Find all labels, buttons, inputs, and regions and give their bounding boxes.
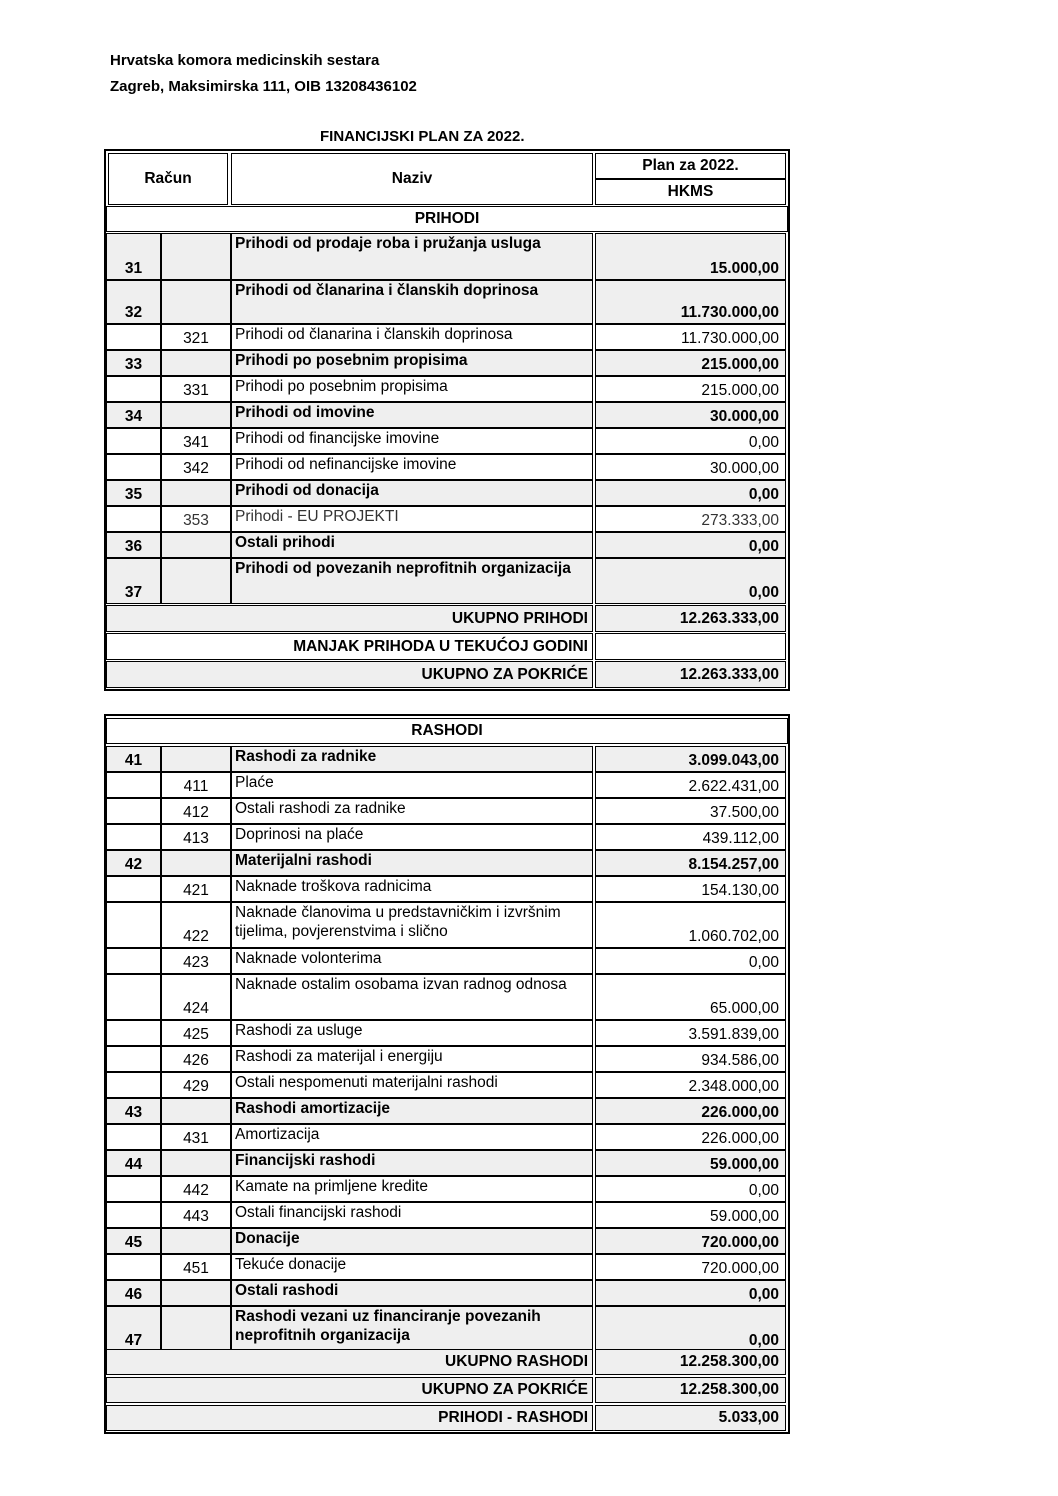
row-name: Ostali rashodi za radnike bbox=[231, 798, 593, 824]
row-value: 215.000,00 bbox=[595, 376, 786, 402]
row-value: 65.000,00 bbox=[595, 974, 786, 1020]
row-account: 37 bbox=[106, 558, 161, 604]
row-account bbox=[106, 1176, 161, 1202]
row-value: 0,00 bbox=[595, 480, 786, 506]
row-subaccount: 412 bbox=[161, 798, 231, 824]
row-subaccount: 413 bbox=[161, 824, 231, 850]
row-value: 226.000,00 bbox=[595, 1098, 786, 1124]
row-name: Rashodi za radnike bbox=[231, 746, 593, 772]
row-name: Naknade ostalim osobama izvan radnog odnosa bbox=[231, 974, 593, 1020]
row-name: Tekuće donacije bbox=[231, 1254, 593, 1280]
row-name: Prihodi - EU PROJEKTI bbox=[231, 506, 593, 532]
row-value: 3.591.839,00 bbox=[595, 1020, 786, 1046]
balance-label: PRIHODI - RASHODI bbox=[106, 1405, 593, 1431]
row-value: 0,00 bbox=[595, 1176, 786, 1202]
row-value: 0,00 bbox=[595, 532, 786, 558]
organization-address: Zagreb, Maksimirska 111, OIB 13208436102 bbox=[110, 78, 417, 95]
row-account: 33 bbox=[106, 350, 161, 376]
row-name: Prihodi od prodaje roba i pružanja usluga bbox=[231, 233, 593, 280]
row-account bbox=[106, 902, 161, 948]
row-account: 47 bbox=[106, 1306, 161, 1352]
row-subaccount bbox=[161, 558, 231, 604]
row-name: Prihodi od imovine bbox=[231, 402, 593, 428]
row-subaccount bbox=[161, 350, 231, 376]
row-name: Prihodi od donacija bbox=[231, 480, 593, 506]
income-section-title: PRIHODI bbox=[106, 206, 788, 232]
row-subaccount bbox=[161, 1228, 231, 1254]
deficit-value bbox=[595, 633, 786, 660]
row-account bbox=[106, 1046, 161, 1072]
account-header: Račun bbox=[108, 153, 228, 205]
row-account: 41 bbox=[106, 746, 161, 772]
row-subaccount: 353 bbox=[161, 506, 231, 532]
row-subaccount: 442 bbox=[161, 1176, 231, 1202]
expenses-section-title: RASHODI bbox=[106, 718, 788, 744]
row-subaccount: 431 bbox=[161, 1124, 231, 1150]
row-subaccount: 423 bbox=[161, 948, 231, 974]
row-name: Rashodi za materijal i energiju bbox=[231, 1046, 593, 1072]
total-expenses-label: UKUPNO RASHODI bbox=[106, 1349, 593, 1375]
row-value: 11.730.000,00 bbox=[595, 280, 786, 324]
expenses-cover-label: UKUPNO ZA POKRIĆE bbox=[106, 1377, 593, 1403]
row-subaccount: 342 bbox=[161, 454, 231, 480]
row-name: Naknade troškova radnicima bbox=[231, 876, 593, 902]
row-subaccount: 411 bbox=[161, 772, 231, 798]
row-value: 0,00 bbox=[595, 1280, 786, 1306]
row-subaccount bbox=[161, 850, 231, 876]
total-income-label: UKUPNO PRIHODI bbox=[106, 605, 593, 632]
row-value: 11.730.000,00 bbox=[595, 324, 786, 350]
row-account bbox=[106, 428, 161, 454]
row-name: Prihodi od članarina i članskih doprinosa bbox=[231, 324, 593, 350]
row-name: Rashodi amortizacije bbox=[231, 1098, 593, 1124]
row-value: 0,00 bbox=[595, 558, 786, 604]
income-table bbox=[104, 149, 790, 691]
plan-title: FINANCIJSKI PLAN ZA 2022. bbox=[320, 128, 525, 145]
row-value: 2.348.000,00 bbox=[595, 1072, 786, 1098]
deficit-label: MANJAK PRIHODA U TEKUĆOJ GODINI bbox=[106, 633, 593, 660]
row-value: 3.099.043,00 bbox=[595, 746, 786, 772]
row-account: 32 bbox=[106, 280, 161, 324]
row-account: 34 bbox=[106, 402, 161, 428]
row-value: 1.060.702,00 bbox=[595, 902, 786, 948]
row-subaccount: 341 bbox=[161, 428, 231, 454]
row-account bbox=[106, 454, 161, 480]
row-subaccount bbox=[161, 1306, 231, 1352]
row-subaccount bbox=[161, 1098, 231, 1124]
row-account bbox=[106, 1254, 161, 1280]
row-value: 30.000,00 bbox=[595, 402, 786, 428]
row-account bbox=[106, 1202, 161, 1228]
income-cover-label: UKUPNO ZA POKRIĆE bbox=[106, 661, 593, 688]
row-account: 31 bbox=[106, 233, 161, 280]
row-account bbox=[106, 876, 161, 902]
row-account bbox=[106, 1072, 161, 1098]
row-name: Financijski rashodi bbox=[231, 1150, 593, 1176]
row-subaccount: 451 bbox=[161, 1254, 231, 1280]
row-subaccount: 443 bbox=[161, 1202, 231, 1228]
row-subaccount bbox=[161, 1280, 231, 1306]
row-account: 43 bbox=[106, 1098, 161, 1124]
row-subaccount bbox=[161, 402, 231, 428]
expenses-table bbox=[104, 714, 790, 1434]
row-account bbox=[106, 376, 161, 402]
row-value: 15.000,00 bbox=[595, 233, 786, 280]
row-subaccount: 321 bbox=[161, 324, 231, 350]
row-value: 0,00 bbox=[595, 948, 786, 974]
row-subaccount bbox=[161, 532, 231, 558]
plan-year-header: Plan za 2022. bbox=[595, 153, 786, 179]
row-value: 720.000,00 bbox=[595, 1228, 786, 1254]
row-name: Prihodi od povezanih neprofitnih organizacija bbox=[231, 558, 593, 604]
total-income-value: 12.263.333,00 bbox=[595, 605, 786, 632]
row-name: Doprinosi na plaće bbox=[231, 824, 593, 850]
row-value: 37.500,00 bbox=[595, 798, 786, 824]
row-value: 0,00 bbox=[595, 1306, 786, 1352]
row-name: Ostali prihodi bbox=[231, 532, 593, 558]
row-name: Donacije bbox=[231, 1228, 593, 1254]
unit-header: HKMS bbox=[595, 179, 786, 205]
row-name: Rashodi za usluge bbox=[231, 1020, 593, 1046]
name-header: Naziv bbox=[231, 153, 593, 205]
row-name: Materijalni rashodi bbox=[231, 850, 593, 876]
row-account: 46 bbox=[106, 1280, 161, 1306]
row-subaccount bbox=[161, 480, 231, 506]
row-value: 2.622.431,00 bbox=[595, 772, 786, 798]
organization-name: Hrvatska komora medicinskih sestara bbox=[110, 52, 380, 69]
expenses-cover-value: 12.258.300,00 bbox=[595, 1377, 786, 1403]
row-subaccount bbox=[161, 1150, 231, 1176]
row-account bbox=[106, 798, 161, 824]
row-account bbox=[106, 824, 161, 850]
row-name: Prihodi od financijske imovine bbox=[231, 428, 593, 454]
row-value: 30.000,00 bbox=[595, 454, 786, 480]
row-subaccount: 331 bbox=[161, 376, 231, 402]
row-name: Naknade članovima u predstavničkim i izvršnim tijelima, povjerenstvima i slično bbox=[231, 902, 593, 948]
income-cover-value: 12.263.333,00 bbox=[595, 661, 786, 688]
row-value: 0,00 bbox=[595, 428, 786, 454]
row-value: 8.154.257,00 bbox=[595, 850, 786, 876]
row-account bbox=[106, 324, 161, 350]
row-account: 45 bbox=[106, 1228, 161, 1254]
row-subaccount: 424 bbox=[161, 974, 231, 1020]
row-subaccount: 422 bbox=[161, 902, 231, 948]
row-account bbox=[106, 772, 161, 798]
row-name: Plaće bbox=[231, 772, 593, 798]
row-account bbox=[106, 948, 161, 974]
row-account: 35 bbox=[106, 480, 161, 506]
row-value: 154.130,00 bbox=[595, 876, 786, 902]
row-name: Amortizacija bbox=[231, 1124, 593, 1150]
row-subaccount: 425 bbox=[161, 1020, 231, 1046]
row-account: 42 bbox=[106, 850, 161, 876]
row-subaccount: 426 bbox=[161, 1046, 231, 1072]
row-account bbox=[106, 1020, 161, 1046]
row-account: 44 bbox=[106, 1150, 161, 1176]
row-name: Ostali financijski rashodi bbox=[231, 1202, 593, 1228]
row-value: 226.000,00 bbox=[595, 1124, 786, 1150]
row-value: 273.333,00 bbox=[595, 506, 786, 532]
row-name: Kamate na primljene kredite bbox=[231, 1176, 593, 1202]
row-name: Naknade volonterima bbox=[231, 948, 593, 974]
row-subaccount: 421 bbox=[161, 876, 231, 902]
row-account bbox=[106, 1124, 161, 1150]
row-name: Rashodi vezani uz financiranje povezanih neprofitnih organizacija bbox=[231, 1306, 593, 1352]
row-name: Prihodi po posebnim propisima bbox=[231, 350, 593, 376]
row-value: 215.000,00 bbox=[595, 350, 786, 376]
row-name: Prihodi po posebnim propisima bbox=[231, 376, 593, 402]
row-value: 439.112,00 bbox=[595, 824, 786, 850]
balance-value: 5.033,00 bbox=[595, 1405, 786, 1431]
row-subaccount bbox=[161, 233, 231, 280]
row-name: Prihodi od članarina i članskih doprinosa bbox=[231, 280, 593, 324]
row-value: 720.000,00 bbox=[595, 1254, 786, 1280]
row-account bbox=[106, 974, 161, 1020]
row-value: 59.000,00 bbox=[595, 1150, 786, 1176]
row-value: 934.586,00 bbox=[595, 1046, 786, 1072]
row-name: Prihodi od nefinancijske imovine bbox=[231, 454, 593, 480]
row-subaccount: 429 bbox=[161, 1072, 231, 1098]
total-expenses-value: 12.258.300,00 bbox=[595, 1349, 786, 1375]
row-subaccount bbox=[161, 280, 231, 324]
row-account: 36 bbox=[106, 532, 161, 558]
row-name: Ostali rashodi bbox=[231, 1280, 593, 1306]
row-subaccount bbox=[161, 746, 231, 772]
row-value: 59.000,00 bbox=[595, 1202, 786, 1228]
row-account bbox=[106, 506, 161, 532]
row-name: Ostali nespomenuti materijalni rashodi bbox=[231, 1072, 593, 1098]
